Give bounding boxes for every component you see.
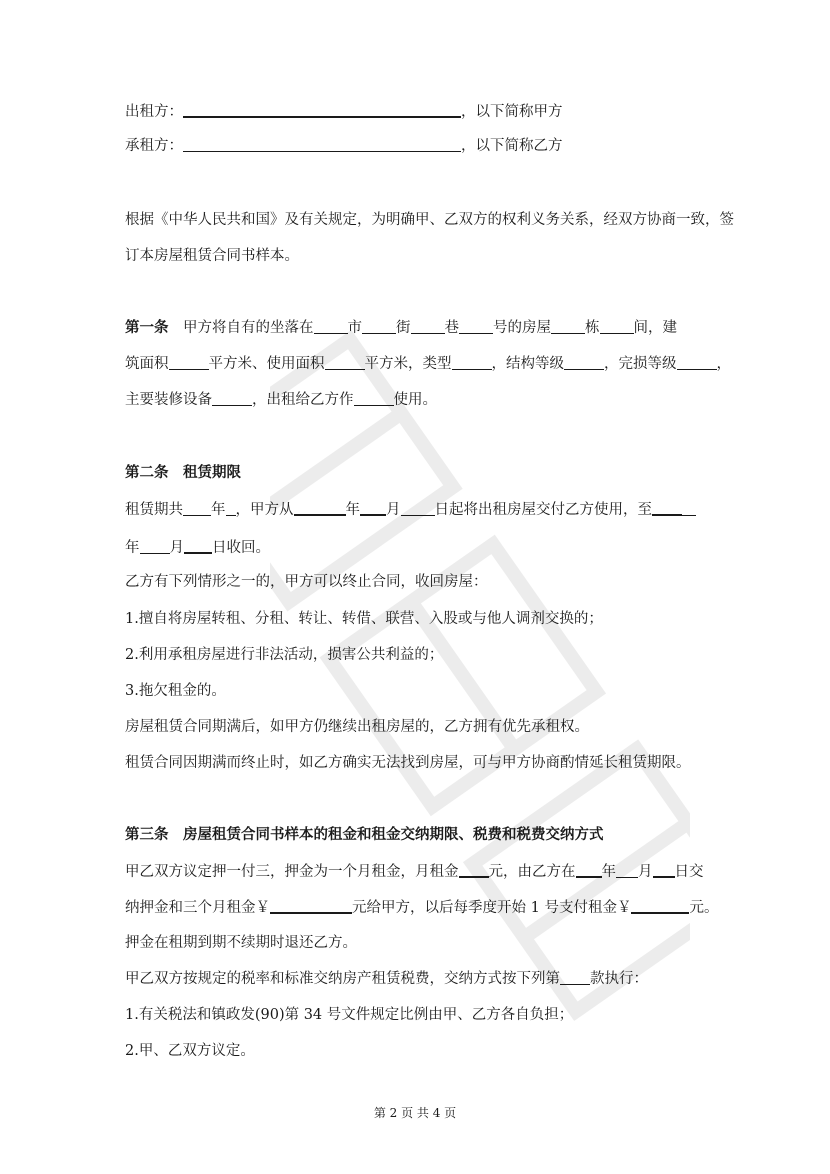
fill-in-blank: [459, 318, 493, 334]
fill-in-blank: [360, 499, 386, 516]
article3-line-2: [125, 897, 720, 918]
article1-heading: 第一条: [125, 319, 169, 336]
fill-in-blank: [325, 354, 365, 370]
fill-in-blank: [459, 861, 489, 878]
text-fragment: 年: [211, 502, 226, 518]
lessor-label: 出租方：: [125, 104, 183, 120]
fill-in-blank: [653, 861, 675, 878]
article2-cond-1: 1.擅自将房屋转租、分租、转让、转借、联营、入股或与他人调剂交换的；: [125, 611, 603, 627]
lessor-line: [125, 101, 720, 122]
fill-in-blank: [184, 537, 212, 554]
text-fragment: 元给甲方，以后每季度开始 1 号支付租金￥: [352, 900, 632, 916]
fill-in-blank: [140, 538, 170, 554]
article2-heading: 第二条 租赁期限: [125, 464, 241, 481]
fill-in-blank: [226, 500, 236, 516]
text-fragment: 纳押金和三个月租金￥: [125, 900, 270, 916]
text-fragment: 间，建: [633, 320, 677, 336]
text-fragment: ，完损等级: [604, 356, 677, 372]
text-fragment: 筑面积: [125, 356, 169, 372]
fill-in-blank: [564, 354, 604, 370]
lessor-blank: [183, 101, 461, 118]
fill-in-blank: [183, 500, 211, 516]
fill-in-blank: [401, 500, 435, 516]
text-fragment: 主要装修设备: [125, 392, 212, 408]
lessee-label: 承租方：: [125, 138, 183, 154]
article3-option-2: 2.甲、乙双方议定。: [125, 1043, 255, 1059]
fill-in-blank: [294, 499, 346, 516]
text-fragment: 月: [169, 540, 184, 556]
text-fragment: 年: [601, 864, 616, 880]
text-fragment: 日收回。: [212, 540, 270, 556]
text-fragment: 巷: [444, 320, 459, 336]
article3-line-4: [125, 969, 720, 989]
article2-term-line-1: [125, 499, 720, 520]
fill-in-blank: [270, 897, 352, 914]
text-fragment: 平方米、使用面积: [208, 356, 325, 372]
fill-in-blank: [169, 354, 209, 370]
fill-in-blank: [652, 499, 682, 516]
article2-renew-2: 租赁合同因期满而终止时，如乙方确实无法找到房屋，可与甲方协商酌情延长租赁期限。: [125, 755, 691, 771]
text-fragment: 街: [396, 320, 411, 336]
text-fragment: 甲乙双方按规定的税率和标准交纳房产租赁税费，交纳方式按下列第: [125, 971, 560, 987]
text-fragment: 栋: [585, 320, 600, 336]
article1-line-1: [125, 318, 720, 338]
intro-line-2: 订本房屋租赁合同书样本。: [125, 248, 299, 264]
fill-in-blank: [551, 318, 585, 334]
text-fragment: 款执行：: [590, 971, 648, 987]
article2-cond-intro: 乙方有下列情形之一的，甲方可以终止合同，收回房屋：: [125, 574, 488, 590]
text-fragment: 租赁期共: [125, 502, 183, 518]
text-fragment: 元。: [689, 900, 719, 916]
text-fragment: ，出租给乙方作: [252, 392, 354, 408]
lessee-suffix: ，以下简称乙方: [461, 138, 563, 154]
fill-in-blank: [560, 969, 590, 985]
lessor-suffix: ，以下简称甲方: [461, 104, 563, 120]
fill-in-blank: [576, 861, 602, 878]
fill-in-blank: [354, 390, 394, 406]
fill-in-blank: [314, 318, 348, 334]
fill-in-blank: [616, 862, 638, 878]
text-fragment: 月: [638, 864, 653, 880]
fill-in-blank: [212, 390, 252, 406]
fill-in-blank: [362, 318, 396, 334]
article2-cond-2: 2.利用承租房屋进行非法活动，损害公共利益的；: [125, 647, 444, 663]
lessee-blank: [183, 136, 461, 152]
text-fragment: 市: [347, 320, 362, 336]
fill-in-blank: [600, 318, 634, 334]
text-fragment: ，: [716, 356, 731, 372]
article2-renew-1: 房屋租赁合同期满后，如甲方仍继续出租房屋的，乙方拥有优先承租权。: [125, 719, 589, 735]
fill-in-blank: [677, 354, 717, 370]
article1-line-3: [125, 390, 720, 410]
text-fragment: 日交: [674, 864, 704, 880]
article3-option-1: 1.有关税法和镇政发(90)第 34 号文件规定比例由甲、乙方各自负担；: [125, 1007, 574, 1023]
text-fragment: 月: [386, 502, 401, 518]
text-fragment: 使用。: [393, 392, 437, 408]
text-fragment: ，甲方从: [235, 502, 294, 518]
text-fragment: 元，由乙方在: [488, 864, 576, 880]
text-fragment: 号的房屋: [493, 320, 551, 336]
article3-heading: 第三条 房屋租赁合同书样本的租金和租金交纳期限、税费和税费交纳方式: [125, 826, 604, 843]
text-fragment: 甲方将自有的坐落在: [183, 320, 314, 336]
text-fragment: 日起将出租房屋交付乙方使用，至: [434, 502, 652, 518]
fill-in-blank: [631, 897, 689, 914]
text-fragment: 平方米，类型: [364, 356, 452, 372]
article3-line-1: [125, 861, 720, 882]
text-fragment: 甲乙双方议定押一付三，押金为一个月租金，月租金: [125, 864, 459, 880]
article3-line-3: 押金在租期到期不续期时退还乙方。: [125, 935, 357, 951]
fill-in-blank: [452, 354, 492, 370]
text-fragment: 年: [125, 540, 140, 556]
article2-term-line-2: [125, 537, 720, 558]
text-fragment: 年: [345, 502, 360, 518]
fill-in-blank: [411, 318, 445, 334]
lessee-line: [125, 136, 720, 156]
intro-line-1: 根据《中华人民共和国》及有关规定，为明确甲、乙双方的权利义务关系，经双方协商一致，签: [125, 212, 734, 228]
text-fragment: ，结构等级: [491, 356, 564, 372]
page-number: 第 2 页 共 4 页: [373, 1106, 457, 1120]
article2-cond-3: 3.拖欠租金的。: [125, 683, 226, 699]
article1-line-2: [125, 354, 731, 374]
fill-in-blank: [682, 500, 696, 516]
